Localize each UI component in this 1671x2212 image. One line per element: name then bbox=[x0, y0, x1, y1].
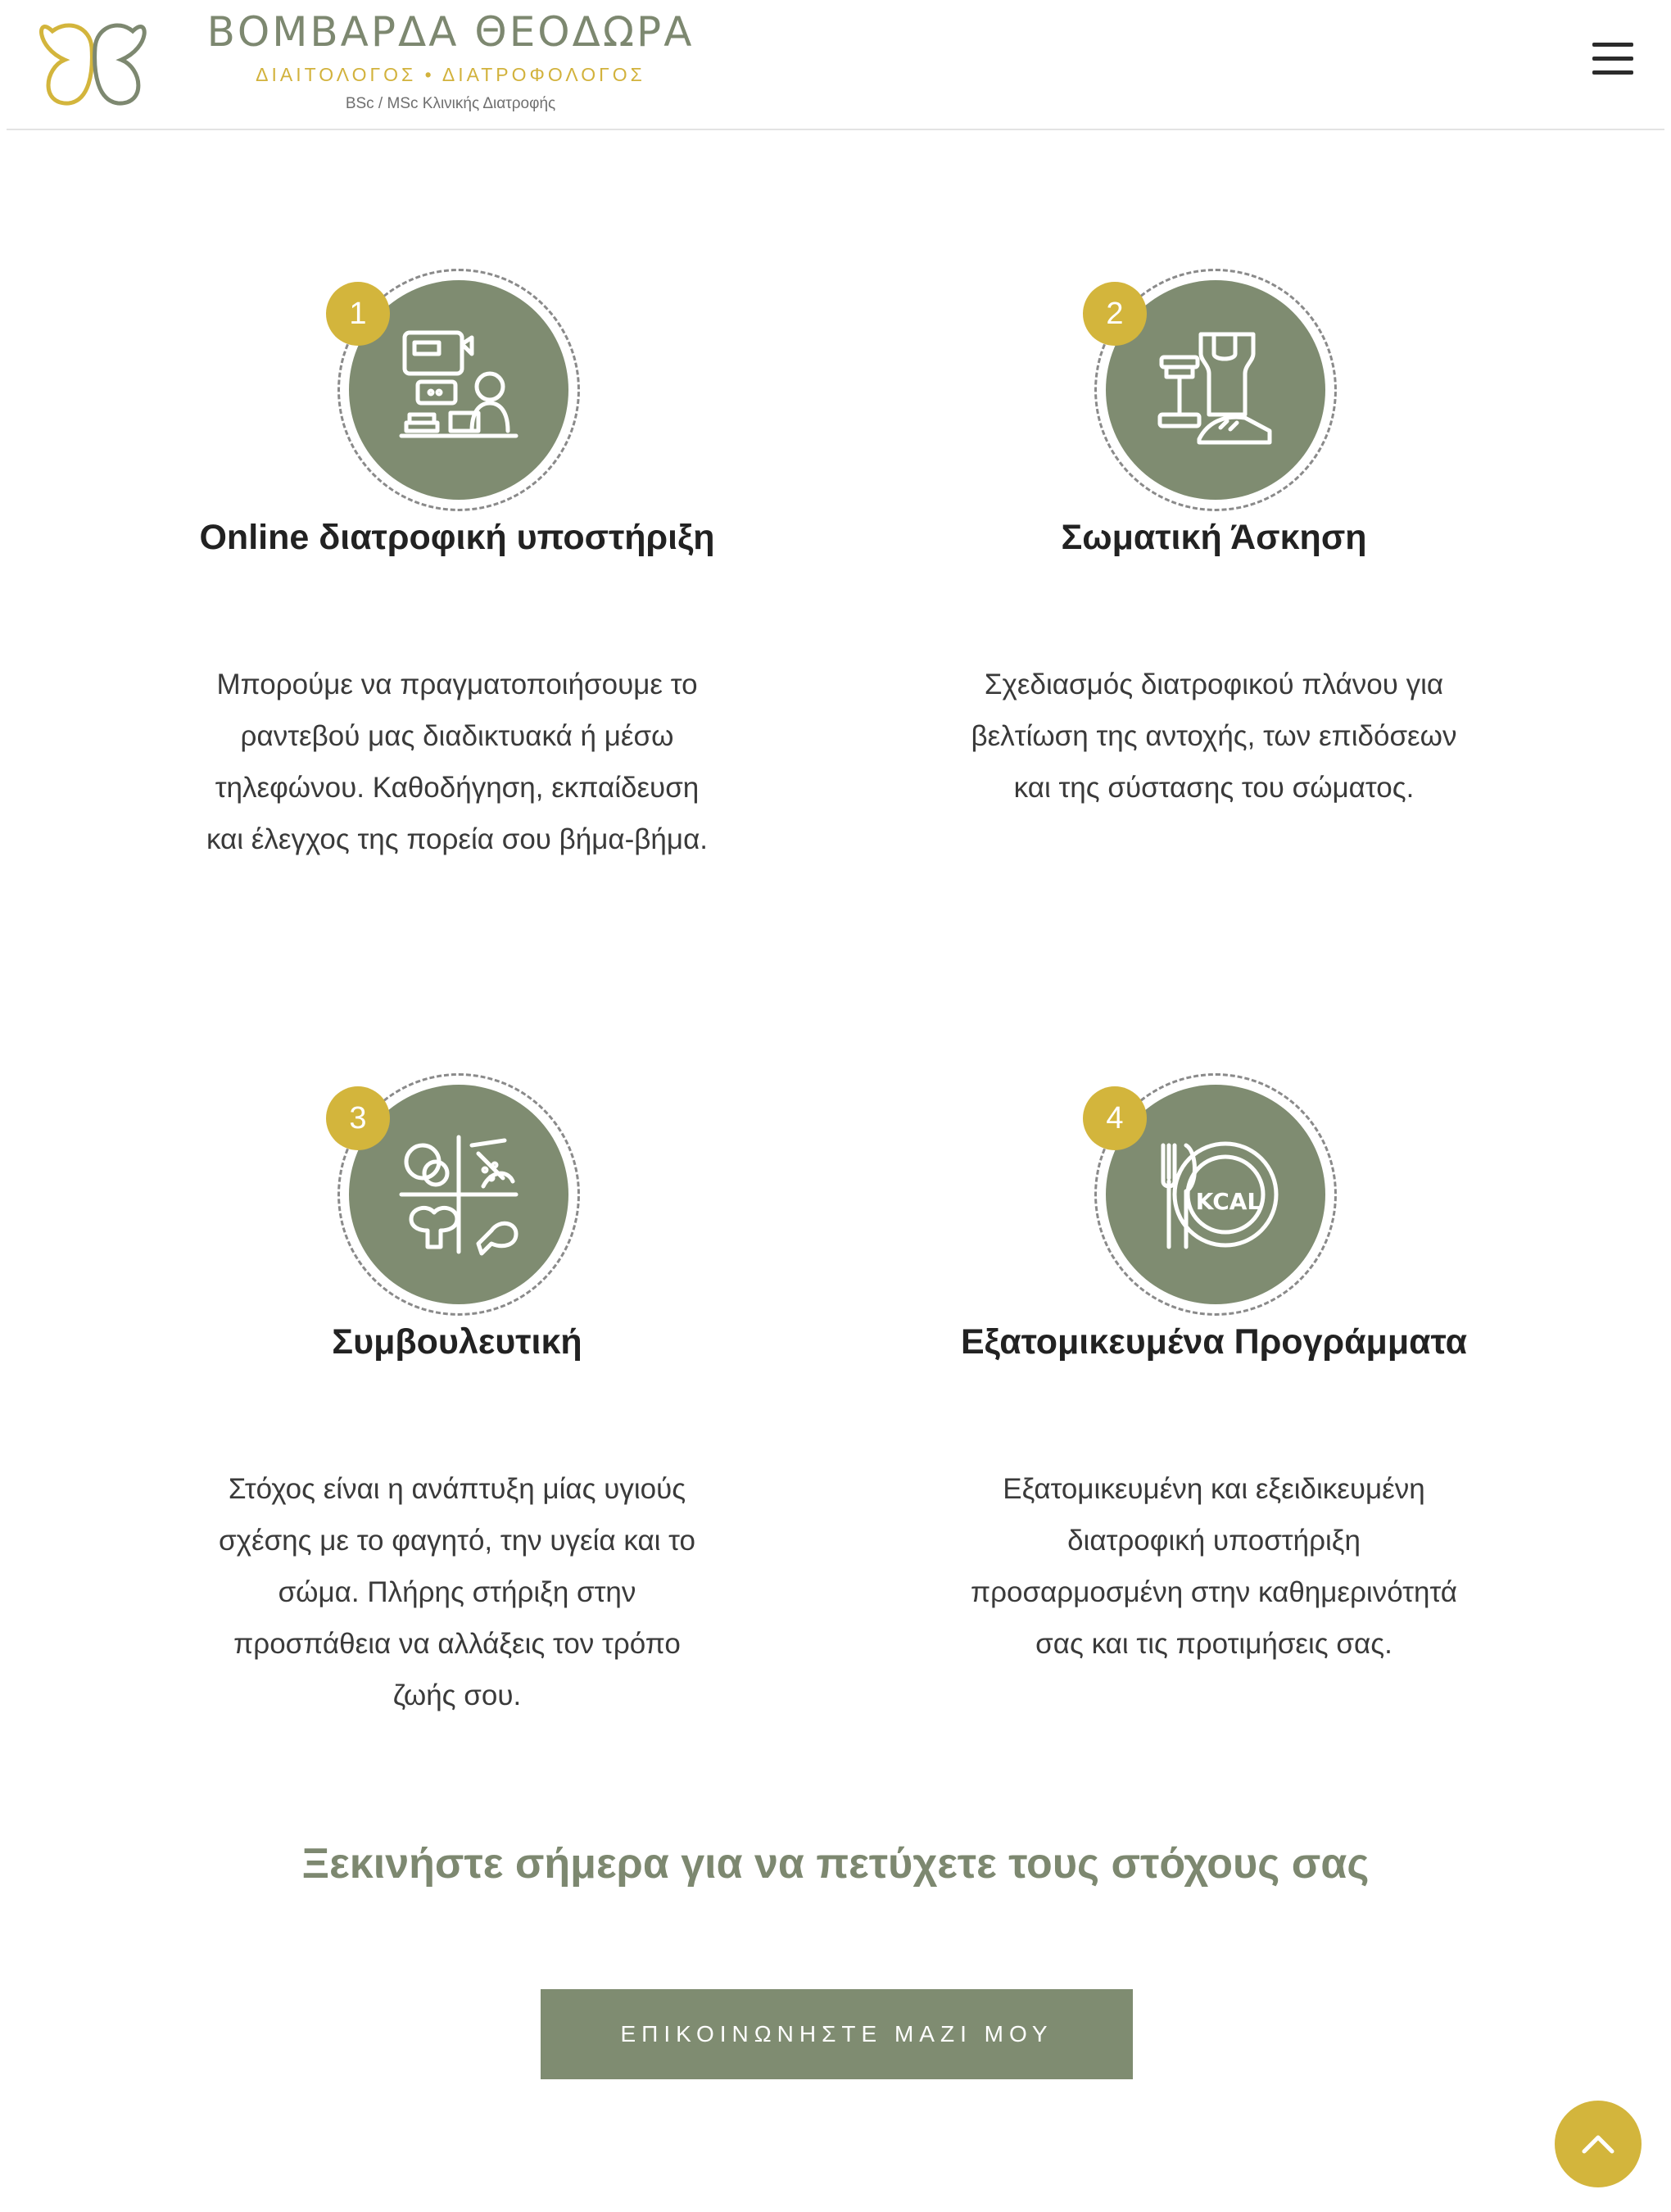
service-icon-wrap bbox=[337, 1073, 580, 1316]
hamburger-menu-icon[interactable] bbox=[1592, 43, 1637, 80]
step-badge: 1 bbox=[326, 282, 390, 346]
service-description: Στόχος είναι η ανάπτυξη μίας υγιούς σχέσης με το φαγητό, την υγεία και το σώμα. Πλήρης στήριξη στην προσπάθεια να αλλάξεις τον τρόπο ζωής σου. bbox=[219, 1473, 695, 1711]
step-badge: 2 bbox=[1083, 282, 1147, 346]
service-title: Online διατροφική υποστήριξη bbox=[199, 518, 715, 557]
service-description: Σχεδιασμός διατροφικού πλάνου για βελτίωση της αντοχής, των επιδόσεων και της σύστασης του σώματος. bbox=[971, 669, 1457, 804]
service-title: Σωματική Άσκηση bbox=[1061, 518, 1367, 557]
butterfly-logo-icon[interactable] bbox=[36, 15, 151, 113]
svg-text:KCAL: KCAL bbox=[1195, 1188, 1262, 1215]
step-badge: 4 bbox=[1083, 1086, 1147, 1150]
header-divider bbox=[7, 129, 1664, 130]
service-description: Εξατομικευμένη και εξειδικευμένη διατροφική υποστήριξη προσαρμοσμένη στην καθημερινότητά σας και τις προτιμήσεις σας. bbox=[970, 1473, 1458, 1660]
step-badge: 3 bbox=[326, 1086, 390, 1150]
service-icon-wrap bbox=[1094, 269, 1337, 511]
service-icon-wrap bbox=[337, 269, 580, 511]
contact-me-button[interactable]: ΕΠΙΚΟΙΝΩΝΗΣΤΕ ΜΑΖΙ ΜΟΥ bbox=[541, 1989, 1133, 2079]
site-header bbox=[0, 0, 1671, 131]
service-icon-wrap bbox=[1094, 1073, 1337, 1316]
service-title: Συμβουλευτική bbox=[332, 1322, 582, 1362]
chevron-up-icon bbox=[1579, 2125, 1617, 2163]
service-description: Μπορούμε να πραγματοποιήσουμε το ραντεβού μας διαδικτυακά ή μέσω τηλεφώνου. Καθοδήγηση, εκπαίδευση και έλεγχος της πορεία σου βήμα-βήμα. bbox=[206, 669, 709, 855]
brand-degree: BSc / MSc Κλινικής Διατροφής bbox=[345, 95, 556, 112]
brand-subtitle: ΔΙΑΙΤΟΛΟΓΟΣ • ΔΙΑΤΡΟΦΟΛΟΓΟΣ bbox=[256, 64, 645, 85]
cta-heading: Ξεκινήστε σήμερα για να πετύχετε τους στόχους σας bbox=[301, 1840, 1370, 1888]
brand-name[interactable]: ΒΟΜΒΑΡΔΑ ΘΕΟΔΩΡΑ bbox=[206, 8, 695, 56]
scroll-to-top-button[interactable] bbox=[1555, 2101, 1642, 2187]
service-title: Εξατομικευμένα Προγράμματα bbox=[960, 1322, 1468, 1362]
